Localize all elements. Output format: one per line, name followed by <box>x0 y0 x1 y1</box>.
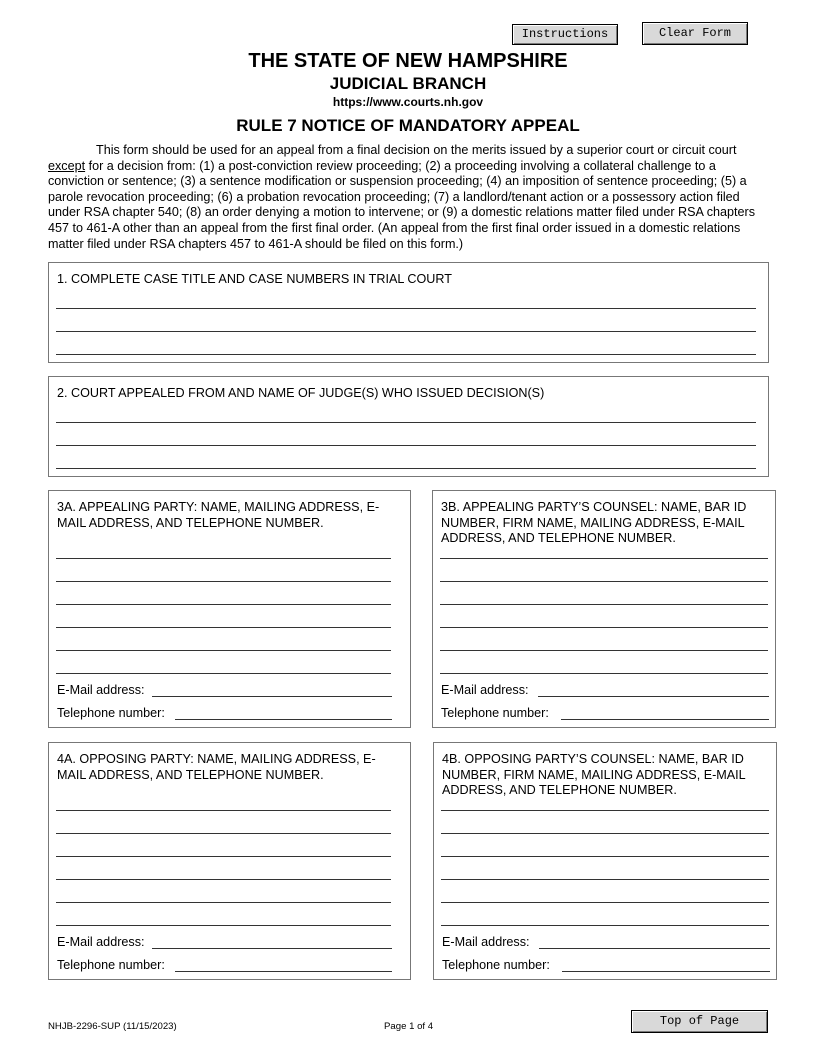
court-judge-line-1[interactable] <box>56 422 756 423</box>
opposing-counsel-line-3[interactable] <box>441 856 769 857</box>
appellant-counsel-line-1[interactable] <box>440 558 768 559</box>
opposing-counsel-email-field[interactable] <box>442 935 770 949</box>
section-1-box <box>48 262 769 363</box>
opposing-email-field[interactable] <box>57 935 392 949</box>
phone-label: Telephone number: <box>57 706 165 720</box>
opposing-counsel-line-4[interactable] <box>441 879 769 880</box>
case-title-line-2[interactable] <box>56 331 756 332</box>
appellant-email-field[interactable] <box>57 683 392 697</box>
opposing-line-3[interactable] <box>56 856 391 857</box>
appellant-line-5[interactable] <box>56 650 391 651</box>
email-label: E-Mail address: <box>441 683 529 697</box>
opposing-counsel-line-5[interactable] <box>441 902 769 903</box>
appellant-line-3[interactable] <box>56 604 391 605</box>
section-1-label: 1. COMPLETE CASE TITLE AND CASE NUMBERS IN TRIAL COURT <box>57 272 452 286</box>
section-4b-box <box>433 742 777 980</box>
appellant-line-4[interactable] <box>56 627 391 628</box>
section-2-box <box>48 376 769 477</box>
appellant-counsel-phone-field[interactable] <box>441 706 769 720</box>
branch-title: JUDICIAL BRANCH <box>329 74 487 93</box>
state-title: THE STATE OF NEW HAMPSHIRE <box>248 50 568 72</box>
appellant-counsel-line-2[interactable] <box>440 581 768 582</box>
court-url: https://www.courts.nh.gov <box>332 95 484 109</box>
clear-form-button[interactable]: Clear Form <box>642 22 748 45</box>
appellant-counsel-line-4[interactable] <box>440 627 768 628</box>
email-label: E-Mail address: <box>442 935 530 949</box>
case-title-line-3[interactable] <box>56 354 756 355</box>
page-number: Page 1 of 4 <box>384 1021 434 1032</box>
form-code: NHJB-2296-SUP (11/15/2023) <box>48 1021 177 1032</box>
section-2-label: 2. COURT APPEALED FROM AND NAME OF JUDGE(S) WHO ISSUED DECISION(S) <box>57 386 545 400</box>
instructions-button[interactable]: Instructions <box>512 24 618 45</box>
appellant-counsel-email-field[interactable] <box>441 683 769 697</box>
appellant-email-input-line[interactable] <box>152 696 392 697</box>
phone-label: Telephone number: <box>441 706 549 720</box>
opposing-counsel-phone-field[interactable] <box>442 958 770 972</box>
section-3b-label: 3B. APPEALING PARTY’S COUNSEL: NAME, BAR ID NUMBER, FIRM NAME, MAILING ADDRESS, E-MAIL ADDRESS, AND TELEPHONE NUMBER. <box>441 500 747 545</box>
opposing-line-4[interactable] <box>56 879 391 880</box>
opposing-counsel-phone-input-line[interactable] <box>562 971 770 972</box>
appellant-counsel-email-input-line[interactable] <box>538 696 769 697</box>
appellant-counsel-line-3[interactable] <box>440 604 768 605</box>
appellant-phone-field[interactable] <box>57 706 392 720</box>
section-4a-box <box>48 742 411 980</box>
case-title-line-1[interactable] <box>56 308 756 309</box>
opposing-line-6[interactable] <box>56 925 391 926</box>
intro-text-1: This form should be used for an appeal from a final decision on the merits issued by a superior court or circuit court <box>96 143 737 157</box>
appellant-counsel-phone-input-line[interactable] <box>561 719 769 720</box>
appellant-line-2[interactable] <box>56 581 391 582</box>
intro-text-2: for a decision from: (1) a post-conviction review proceeding; (2) a proceeding involving a collateral challenge to a conviction or sentence; (3) a sentence modification or suspension proceeding; (4) an imposition of sentence proceeding; (5) a parole revocation proceeding; (6) a probation revocation proceeding; (7) a landlord/tenant action or a possessory action filed under RSA chapter 540; (8) an order denying a motion to intervene; or (9) a domestic relations matter filed under RSA chapters 457 to 461-A other than an appeal from the first final order. (An appeal from the first final order issued in a domestic relations matter filed under RSA chapters 457 to 461-A should be filed on this form.) <box>48 158 756 251</box>
opposing-line-2[interactable] <box>56 833 391 834</box>
court-judge-line-3[interactable] <box>56 468 756 469</box>
opposing-phone-input-line[interactable] <box>175 971 392 972</box>
section-4b-label: 4B. OPPOSING PARTY’S COUNSEL: NAME, BAR ID NUMBER, FIRM NAME, MAILING ADDRESS, E-MAIL ADDRESS, AND TELEPHONE NUMBER. <box>442 752 746 797</box>
intro-emphasis: except <box>48 158 86 173</box>
opposing-email-input-line[interactable] <box>152 948 392 949</box>
appellant-line-1[interactable] <box>56 558 391 559</box>
phone-label: Telephone number: <box>442 958 550 972</box>
opposing-counsel-line-1[interactable] <box>441 810 769 811</box>
opposing-counsel-line-6[interactable] <box>441 925 769 926</box>
opposing-line-1[interactable] <box>56 810 391 811</box>
opposing-counsel-email-input-line[interactable] <box>539 948 770 949</box>
form-title: RULE 7 NOTICE OF MANDATORY APPEAL <box>236 116 580 135</box>
appellant-counsel-line-5[interactable] <box>440 650 768 651</box>
section-4a-label: 4A. OPPOSING PARTY: NAME, MAILING ADDRESS, E-MAIL ADDRESS, AND TELEPHONE NUMBER. <box>57 752 376 782</box>
section-3a-box <box>48 490 411 728</box>
top-of-page-button[interactable]: Top of Page <box>631 1010 768 1033</box>
appellant-counsel-line-6[interactable] <box>440 673 768 674</box>
email-label: E-Mail address: <box>57 935 145 949</box>
email-label: E-Mail address: <box>57 683 145 697</box>
appellant-phone-input-line[interactable] <box>175 719 392 720</box>
opposing-counsel-line-2[interactable] <box>441 833 769 834</box>
phone-label: Telephone number: <box>57 958 165 972</box>
section-3a-label: 3A. APPEALING PARTY: NAME, MAILING ADDRESS, E-MAIL ADDRESS, AND TELEPHONE NUMBER. <box>57 500 380 530</box>
intro-paragraph <box>48 143 772 252</box>
appellant-line-6[interactable] <box>56 673 391 674</box>
opposing-phone-field[interactable] <box>57 958 392 972</box>
section-3b-box <box>432 490 776 728</box>
court-judge-line-2[interactable] <box>56 445 756 446</box>
opposing-line-5[interactable] <box>56 902 391 903</box>
